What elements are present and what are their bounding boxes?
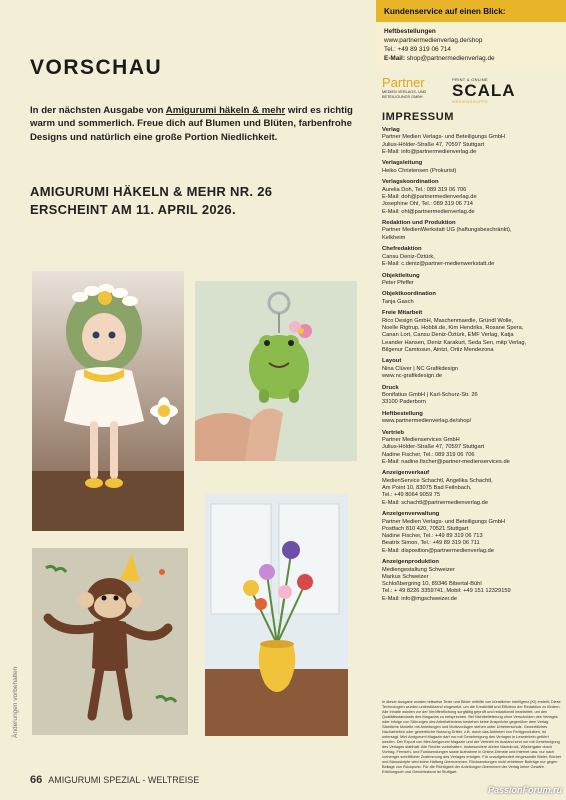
impressum-label: Druck [382, 384, 399, 391]
issue-number: AMIGURUMI HÄKELN & MEHR NR. 26 [30, 184, 273, 199]
ks-shop-url[interactable]: www.partnermedienverlag.de/shop [384, 37, 483, 44]
impressum-line: E-Mail: info@partnermedienverlag.de [382, 148, 477, 155]
impressum-line: Postfach 810 420, 70521 Stuttgart [382, 525, 469, 532]
partner-logo: Partner [382, 75, 425, 90]
impressum-line: Canan Lort, Cansu Deniz-Öztürk, EMF Verlag, Katja [382, 332, 514, 339]
impressum-section [382, 220, 562, 242]
impressum-section [382, 273, 562, 288]
page-footer [30, 774, 199, 786]
impressum-title: IMPRESSUM [382, 111, 455, 123]
kundenservice-title: Kundenservice auf einen Blick: [376, 0, 566, 22]
impressum-line: www.partnermedienverlag.de/shop/ [382, 418, 472, 425]
scala-name: SCALA [452, 81, 516, 100]
impressum-line: Partner Medien Verlags- und Beteiligungs GmbH [382, 518, 505, 525]
watermark: PassionForum.ru [487, 785, 562, 795]
impressum-label: Chefredaktion [382, 246, 422, 253]
impressum-section [382, 127, 562, 156]
impressum-line: E-Mail: info@mgschweizer.de [382, 595, 457, 602]
impressum-line: Julius-Hölder-Straße 47, 70597 Stuttgart [382, 141, 485, 148]
ks-email[interactable]: shop@partnermedienverlag.de [406, 55, 495, 62]
impressum-line: Partner MedienWerkstatt UG (haftungsbeschränkt), [382, 227, 512, 234]
sidebar-impressum [376, 0, 566, 800]
disclaimer-vertical: Änderungen vorbehalten [12, 666, 19, 738]
ks-tel-label: Tel.: [384, 46, 398, 53]
impressum-label: Anzeigenverkauf [382, 470, 430, 477]
impressum-label: Freie Mitarbeit [382, 310, 423, 317]
impressum-line: Partner Medienservices GmbH [382, 436, 460, 443]
impressum-label: Verlagsleitung [382, 160, 423, 167]
impressum-line: E-Mail: c.deniz@partner-medienwerkstatt.de [382, 260, 495, 267]
publisher-logos [382, 75, 562, 107]
photo-frog-keychain [195, 281, 357, 461]
impressum-section [382, 470, 562, 506]
impressum-line: Leander Hansen, Deniz Karakurt, Seda Sen, mitp Verlag, [382, 339, 527, 346]
impressum-label: Anzeigenproduktion [382, 559, 439, 566]
impressum-line: Am Point 10, 83075 Bad Feilnbach, [382, 485, 472, 492]
impressum-line: Noelle Rigtrup, Hobbii.de, Kim Hendriks, Rosane Spera, [382, 324, 524, 331]
impressum-line: Kelkheim [382, 234, 406, 241]
impressum-line: Markus Schweizer [382, 573, 429, 580]
impressum-label: Verlagskoordination [382, 179, 439, 186]
intro-before: In der nächsten Ausgabe von [30, 105, 166, 116]
impressum-line: Heiko Christensen (Prokurist) [382, 167, 457, 174]
impressum-label: Vertrieb [382, 429, 404, 436]
fineprint: In dieser Ausgabe wurden teilweise Texte und Bilder mithilfe von künstlicher Intelligenz (KI) erstellt. Diese Technologien wurden unterstützend eingesetzt, um die Kreativität und Effizienz der Redaktion zu fördern. Alle Inhalte wurden vor der Veröffentlichung sorgfältig geprüft und redaktionell bearbeitet, um den Qualitätsstandards des Magazins zu entsprechen. Bei Nichtbelieferung ohne Verschulden des Verlages oder infolge von Störungen des Arbeitsfriedens bestehen keine Ansprüche gegenüber dem Verlag. Sämtliche Modelle mit Anleitungen und Motivvorlagen stehen unter Urheberschutz. Gewerbliches Nacharbeiten oder gewerbliche Nutzung Dritter, z.B. durch das Anbieten von Fertigprodukten, ist untersagt. Mini Amigurumi Magazin darf nur mit Genehmigung des Verlages in Lesezirkeln geführt werden. Der Export von Mini Amigurumi Magazin und der Vertrieb im Ausland sind nur mit Genehmigung des Verlages statthaft. Alle Rechte vorbehalten. Insbesondere dürfen Nachdruck, Wiedergabe durch Vortrag, Fernseh- und Funksendungen sowie Aufnahme in Online-Dienste und Internet usw. nur nach vorheriger schriftlicher Zustimmung des Verlages erfolgen. Für unaufgefordert eingesandte Bilder, Bücher und Manuskripte wird keine Haftung übernommen. Rücksendungen nicht erbetener Beiträge nur gegen Beilage von Rückporto. Für die Richtigkeit der Anleitungen übernimmt der Verlag keine Gewähr. Erfüllungsort und Gerichtsstand ist Stuttgart. [382, 700, 562, 774]
kundenservice-box [376, 0, 566, 68]
impressum-line: Cansu Deniz-Öztürk, [382, 253, 435, 260]
impressum-section [382, 358, 562, 380]
impressum-section [382, 160, 562, 175]
impressum-list [382, 127, 562, 607]
impressum-line: Bilgenur Camtosun, Aintzi, Ortiz Mendezona [382, 346, 494, 353]
impressum-line: Mediengestaltung Schweizer [382, 566, 455, 573]
page-title: VORSCHAU [30, 56, 163, 79]
impressum-line: E-Mail: disposition@partnermedienverlag.de [382, 547, 494, 554]
impressum-label: Objektleitung [382, 272, 420, 279]
impressum-section [382, 310, 562, 354]
impressum-line: Tel.: + 49 8226 3359741, Mobil: +49 151 12329159 [382, 588, 511, 595]
impressum-label: Heftbestellung [382, 410, 423, 417]
impressum-label: Redaktion und Produktion [382, 220, 456, 227]
impressum-line: Partner Medien Verlags- und Beteiligungs GmbH [382, 134, 505, 141]
issue-date: ERSCHEINT AM 11. APRIL 2026. [30, 202, 236, 217]
magazine-name: Amigurumi häkeln & mehr [165, 105, 286, 116]
scala-top: PRINT & ONLINE [452, 77, 488, 82]
impressum-section [382, 179, 562, 215]
impressum-line: Josephine Ohl, Tel.: 089 319 06 714 [382, 201, 473, 208]
impressum-line: E-Mail: ohl@partnermedienverlag.de [382, 208, 475, 215]
scala-logo [452, 77, 552, 107]
impressum-line: Rico Design GmbH, Maschenmaedle, Gründl Wolle, [382, 317, 514, 324]
photo-flower-bouquet [205, 494, 348, 736]
impressum-section [382, 559, 562, 603]
impressum-section [382, 411, 562, 426]
impressum-line: Nadine Fischer, Tel.: 089 319 06 706 [382, 451, 475, 458]
scala-sub: MEDIENGRUPPE [452, 100, 489, 104]
impressum-line: Schloßbergring 10, 89346 Bibertal-Bühl [382, 581, 482, 588]
impressum-line: Beatrix Simon, Tel.: +49 89 319 06 711 [382, 540, 480, 547]
impressum-line: Nina Clüver | NC Grafikdesign [382, 365, 459, 372]
impressum-label: Layout [382, 358, 402, 365]
impressum-section [382, 385, 562, 407]
impressum-section [382, 430, 562, 466]
page-number: 66 [30, 774, 43, 786]
impressum-label: Verlag [382, 127, 400, 133]
footer-title: AMIGURUMI SPEZIAL - WELTREISE [48, 775, 200, 785]
partner-sub-line: MEDIEN VERLAGS- UND [382, 90, 427, 94]
ks-tel: +49 89 319 06 714 [397, 46, 451, 53]
ks-email-label: E-Mail: [384, 55, 407, 62]
kundenservice-body [376, 22, 566, 67]
impressum-line: E-Mail: schachtl@partnermedienverlag.de [382, 499, 488, 506]
impressum-label: Objektkoordination [382, 291, 436, 298]
impressum-line: Aurelia Doh, Tel.: 089 319 06 706 [382, 186, 467, 193]
intro-text [30, 104, 355, 144]
impressum-section [382, 511, 562, 555]
impressum-section [382, 291, 562, 306]
ks-label-orders: Heftbestellungen [384, 28, 436, 35]
impressum-line: Julius-Hölder-Straße 47, 70597 Stuttgart [382, 444, 485, 451]
impressum-line: Bonifatius GmbH | Karl-Schurz-Str. 26 [382, 391, 478, 398]
impressum-line: Tel.: +49 8064 9059 75 [382, 492, 441, 499]
photo-flower-doll [32, 271, 184, 531]
impressum-line: Peter Pfeffer [382, 279, 414, 286]
impressum-label: Anzeigenverwaltung [382, 511, 440, 518]
partner-logo-sub [382, 90, 426, 99]
impressum-line: 33100 Paderborn [382, 399, 426, 406]
impressum-line: www.nc-grafikdesign.de [382, 372, 443, 379]
impressum-line: Nadine Fischer, Tel.: +49 89 319 06 713 [382, 533, 483, 540]
impressum-line: Tanja Gasch [382, 298, 414, 305]
photo-monkey [32, 548, 188, 735]
impressum-line: MedienService Schachtl, Angelika Schachtl, [382, 477, 493, 484]
partner-sub-line: BETEILIGUNGS GMBH [382, 94, 423, 99]
impressum-line: E-Mail: doh@partnermedienverlag.de [382, 193, 477, 200]
impressum-line: E-Mail: nadine.fischer@partner-medienservices.de [382, 458, 510, 465]
intro-after: wird es richtig warm und sommerlich. Freue dich auf Blumen und Blüten, farbenfrohe Designs und natürlich eine große Portion Niedlichkeit. [30, 105, 353, 143]
next-issue-announcement [30, 183, 360, 219]
impressum-section [382, 246, 562, 268]
